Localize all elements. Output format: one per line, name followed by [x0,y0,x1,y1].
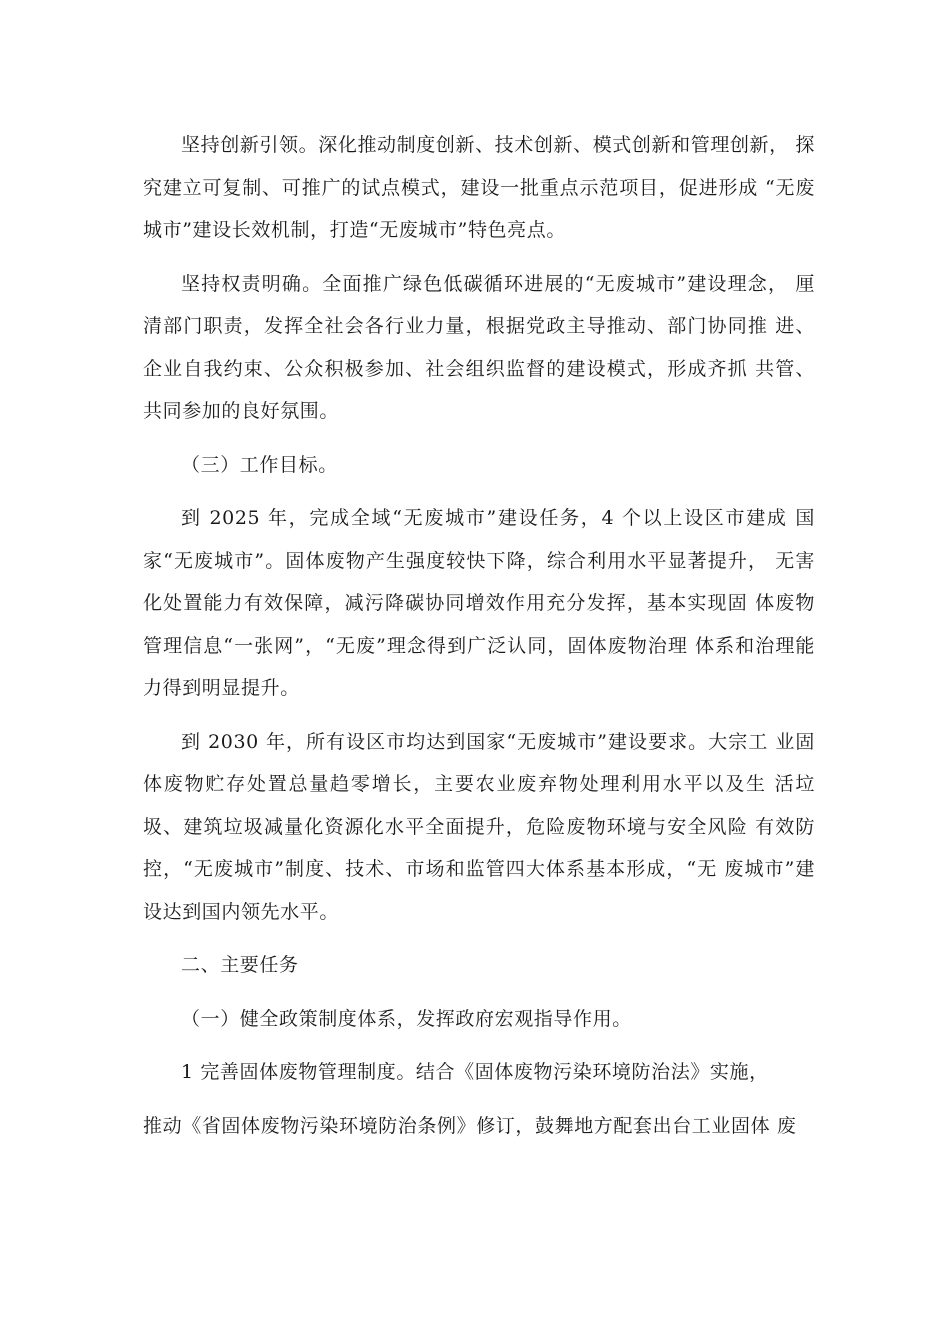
paragraph-innovation: 坚持创新引领。深化推动制度创新、技术创新、模式创新和管理创新， 探究建立可复制、可推广的试点模式，建设一批重点示范项目，促进形成 “无废城市”建设长效机制，打造“无废城市”特色亮点。 [143,134,815,241]
paragraph-task-1-continued: 推动《省固体废物污染环境防治条例》修订，鼓舞地方配套出台工业固体 废 [143,1114,797,1137]
section-heading-main-tasks: 二、主要任务 [181,954,299,976]
paragraph-responsibility: 坚持权责明确。全面推广绿色低碳循环进展的“无废城市”建设理念， 厘清部门职责，发挥全社会各行业力量，根据党政主导推动、部门协同推 进、企业自我约束、公众积极参加、社会组织监督的建设模式，形成齐抓 共管、共同参加的良好氛围。 [143,272,815,422]
section-heading-goals: （三）工作目标。 [181,453,338,476]
subsection-heading-policy: （一）健全政策制度体系，发挥政府宏观指导作用。 [181,1007,632,1030]
paragraph-goal-2030: 到 2030 年，所有设区市均达到国家“无废城市”建设要求。大宗工 业固体废物贮存处置总量趋零增长，主要农业废弃物处理利用水平以及生 活垃圾、建筑垃圾减量化资源化水平全面提升，危险废物环境与安全风险 有效防控，“无废城市”制度、技术、市场和监管四大体系基本形成，“无 废城市”建设达到国内领先水平。 [143,730,815,923]
paragraph-goal-2025: 到 2025 年，完成全域“无废城市”建设任务，4 个以上设区市建成 国家“无废城市”。固体废物产生强度较快下降，综合利用水平显著提升， 无害化处置能力有效保障，减污降碳协同增效作用充分发挥，基本实现固 体废物管理信息“一张网”，“无废”理念得到广泛认同，固体废物治理 体系和治理能力得到明显提升。 [143,507,815,699]
paragraph-task-1: 1 完善固体废物管理制度。结合《固体废物污染环境防治法》实施， [181,1061,769,1083]
document-body [143,124,815,1158]
